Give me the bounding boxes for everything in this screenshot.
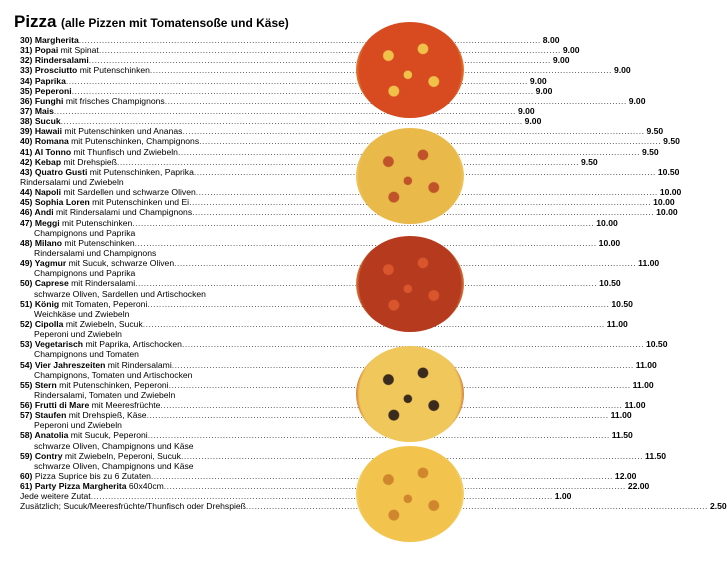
menu-item-ingredients: Champignons und Paprika <box>34 227 136 238</box>
pizza-menu-list <box>20 35 727 512</box>
menu-item-price: 9.50 <box>580 156 598 167</box>
menu-item-price: 9.50 <box>663 136 680 147</box>
menu-item-title: Contry <box>34 450 63 461</box>
menu-item <box>20 207 678 218</box>
menu-item-price: 11.00 <box>624 400 646 411</box>
menu-item-name <box>20 299 147 309</box>
menu-item-title: Stern <box>34 379 57 390</box>
leader-dots <box>99 45 561 55</box>
menu-item <box>20 430 633 441</box>
menu-item-number: 42) <box>20 156 35 167</box>
menu-item <box>20 35 560 45</box>
menu-item-title: Meggi <box>34 217 60 228</box>
menu-item <box>20 197 675 208</box>
menu-item-number: 35) <box>20 85 35 96</box>
menu-item-continuation <box>20 268 344 278</box>
menu-item-number: 54) <box>20 359 35 370</box>
leader-dots <box>246 501 708 511</box>
menu-item-price: 10.00 <box>653 197 675 208</box>
menu-item-number: 36) <box>20 95 35 106</box>
salami-pizza-photo <box>356 236 464 332</box>
menu-item-description: mit Rindersalami <box>68 278 136 289</box>
menu-item-price: 9.00 <box>628 95 646 106</box>
menu-item-price: 9.00 <box>613 65 631 76</box>
menu-item <box>20 146 659 157</box>
menu-item-title: Sucuk <box>34 116 61 127</box>
menu-item-name <box>20 451 181 461</box>
menu-item-name <box>20 319 143 329</box>
menu-item <box>20 166 680 177</box>
menu-item-title: Hawaii <box>34 126 63 137</box>
menu-item-description: mit Putenschinken und Ei <box>89 197 190 208</box>
menu-item-name <box>20 339 182 349</box>
menu-item-name <box>20 35 79 45</box>
menu-item-ingredients: Champignons und Tomaten <box>34 349 139 360</box>
menu-item-description: mit Putenschinken und Ananas <box>62 126 183 137</box>
menu-item-price: 9.00 <box>529 75 547 86</box>
menu-item-title: Vegetarisch <box>34 339 84 350</box>
menu-item-description: mit Thunfisch und Zwiebeln <box>71 146 178 157</box>
menu-item-name <box>20 471 151 481</box>
menu-item <box>20 217 618 228</box>
menu-item-title: Quatro Gusti <box>34 166 88 177</box>
menu-item-continuation <box>20 177 344 187</box>
menu-extra-price: 1.00 <box>554 491 572 502</box>
menu-item-description: mit Paprika, Artischocken <box>83 339 182 350</box>
menu-item-name <box>20 167 194 177</box>
margherita-pizza-photo <box>356 22 464 118</box>
menu-item <box>20 65 631 76</box>
menu-item-name <box>20 55 89 65</box>
menu-item-ingredients: schwarze Oliven, Sardellen und Artischocken <box>34 288 206 299</box>
menu-item-continuation <box>20 420 344 430</box>
menu-item-number: 52) <box>20 318 35 329</box>
leader-dots <box>89 55 551 65</box>
title-subtitle: (alle Pizzen mit Tomatensoße und Käse) <box>60 16 289 30</box>
menu-item-title: Rindersalami <box>34 55 89 66</box>
menu-item-name <box>20 45 99 55</box>
menu-item-name <box>20 430 148 440</box>
menu-item <box>20 55 570 66</box>
menu-item <box>20 95 646 106</box>
menu-item-description: mit Putenschinken, Peperoni <box>56 379 169 390</box>
menu-item-number: 58) <box>20 430 35 441</box>
menu-item-price: 11.00 <box>632 379 654 390</box>
menu-item <box>20 105 535 116</box>
menu-item <box>20 258 660 269</box>
menu-item <box>20 410 632 421</box>
menu-item-name <box>20 96 165 106</box>
menu-item-name <box>20 218 132 228</box>
menu-item-name <box>20 197 189 207</box>
menu-item-title: Milano <box>34 237 63 248</box>
menu-item-title: Napoli <box>34 187 62 198</box>
menu-item-number: 45) <box>20 197 35 208</box>
menu-item-number: 31) <box>20 45 35 56</box>
menu-item-number: 43) <box>20 166 35 177</box>
menu-item-title: Al Tonno <box>34 146 72 157</box>
menu-item-price: 8.00 <box>542 35 560 45</box>
menu-item-ingredients: Peperoni und Zwiebeln <box>34 329 122 340</box>
menu-item-number: 39) <box>20 126 35 137</box>
menu-item-number: 38) <box>20 116 35 127</box>
menu-item-number: 60) <box>20 471 35 482</box>
menu-item-continuation <box>20 370 344 380</box>
menu-item-price: 11.00 <box>638 258 660 269</box>
menu-item-continuation <box>20 309 344 319</box>
menu-extra-price: 2.50 <box>709 501 727 512</box>
menu-item <box>20 237 621 248</box>
menu-item <box>20 471 637 482</box>
menu-item-number: 49) <box>20 258 35 269</box>
menu-item-ingredients: Rindersalami und Zwiebeln <box>20 176 124 187</box>
menu-item-name <box>20 126 182 136</box>
menu-item-description: mit Drehspieß <box>61 156 117 167</box>
mixed-pizza-photo <box>356 128 464 224</box>
menu-item-number: 51) <box>20 298 35 309</box>
menu-item-name <box>20 278 135 288</box>
menu-item-title: Romana <box>34 136 69 147</box>
menu-item-title: Anatolia <box>34 430 69 441</box>
menu-item-price: 11.00 <box>635 359 657 370</box>
menu-item <box>20 75 547 86</box>
menu-item-description: mit Putenschinken <box>59 217 133 228</box>
menu-item <box>20 45 580 56</box>
menu-item-title: Mais <box>34 105 54 116</box>
menu-item-name <box>20 258 174 268</box>
menu-item-description: mit Spinat <box>58 45 99 56</box>
menu-item-number: 34) <box>20 75 35 86</box>
menu-item-number: 55) <box>20 379 35 390</box>
menu-item-price: 10.50 <box>645 339 668 350</box>
menu-item-description: mit Rindersalami <box>105 359 172 370</box>
menu-item-price: 10.00 <box>596 217 618 228</box>
menu-item <box>20 450 667 461</box>
menu-item-price: 10.00 <box>598 237 621 248</box>
menu-item-title: Kebap <box>34 156 62 167</box>
menu-item-description: mit Putenschinken, Paprika <box>87 166 194 177</box>
menu-item-description: mit frisches Champignons <box>63 95 165 106</box>
menu-item-number: 37) <box>20 105 35 116</box>
menu-item-price: 9.50 <box>646 126 664 137</box>
leader-dots <box>72 86 534 96</box>
menu-item-description: mit Zwiebeln, Peperoni, Sucuk <box>62 450 181 461</box>
menu-item-description: mit Putenschinken <box>77 65 150 76</box>
menu-item-price: 11.50 <box>645 450 667 461</box>
menu-item-description: mit Sardellen und schwarze Oliven <box>61 187 196 198</box>
leader-dots <box>91 491 553 501</box>
menu-item-name <box>20 76 66 86</box>
menu-item-price: 11.00 <box>606 318 628 329</box>
menu-item-title: Prosciutto <box>34 65 78 76</box>
menu-item-name <box>20 187 196 197</box>
menu-item-ingredients: Champignons, Tomaten und Artischocken <box>34 369 193 380</box>
menu-item-name <box>20 86 72 96</box>
menu-item-price: 10.50 <box>611 298 633 309</box>
menu-item-name <box>20 65 150 75</box>
menu-item-continuation <box>20 461 344 471</box>
menu-item-title: Vier Jahreszeiten <box>34 359 106 370</box>
menu-item-price: 9.00 <box>552 55 570 66</box>
menu-item-title: Cipolla <box>34 318 64 329</box>
menu-item-title: König <box>34 298 60 309</box>
olive-pizza-photo <box>356 346 464 442</box>
menu-item-ingredients: Rindersalami und Champignons <box>34 247 157 258</box>
menu-item-description: mit Meeresfrüchte <box>89 400 161 411</box>
menu-item-number: 46) <box>20 207 35 218</box>
menu-item-name <box>20 116 61 126</box>
menu-item-number: 50) <box>20 278 35 289</box>
menu-item-number: 48) <box>20 237 35 248</box>
menu-item-price: 10.50 <box>599 278 621 289</box>
menu-item-description: mit Putenschinken <box>62 237 135 248</box>
menu-item-name <box>20 481 164 491</box>
menu-item <box>20 156 598 167</box>
menu-item <box>20 400 646 411</box>
menu-item <box>20 136 680 147</box>
menu-item <box>20 339 668 350</box>
menu-item-continuation <box>20 228 344 238</box>
menu-item-description: mit Sucuk, Peperoni <box>68 430 148 441</box>
leader-dots <box>135 238 597 248</box>
menu-item-name <box>20 136 199 146</box>
menu-item <box>20 481 650 492</box>
menu-item-price: 9.00 <box>562 45 580 56</box>
leader-dots <box>54 106 516 116</box>
menu-item-description: mit Rindersalami und Champignons <box>53 207 193 218</box>
menu-item-price: 9.50 <box>641 146 659 157</box>
leader-dots <box>61 116 523 126</box>
menu-item <box>20 278 621 289</box>
menu-item-title: Frutti di Mare <box>34 400 90 411</box>
menu-item-title: Popai <box>34 45 59 56</box>
menu-item-ingredients: schwarze Oliven, Champignons und Käse <box>34 460 194 471</box>
menu-item-title: Yagmur <box>34 258 67 269</box>
menu-item-price: 10.50 <box>657 166 680 177</box>
menu-item-price: 9.00 <box>524 116 542 127</box>
menu-item-title: Paprika <box>34 75 66 86</box>
menu-item-title: Party Pizza Margherita <box>34 481 127 492</box>
menu-item-name <box>20 147 178 157</box>
menu-item-description: mit Tomaten, Peperoni <box>59 298 148 309</box>
menu-item-number: 53) <box>20 339 35 350</box>
menu-extra-text: Zusätzlich; Sucuk/Meeresfrüchte/Thunfisch oder Drehspieß <box>20 501 246 512</box>
menu-item-name <box>20 106 54 116</box>
menu-item-number: 59) <box>20 450 35 461</box>
menu-item-price: 22.00 <box>627 481 650 492</box>
menu-item-title: Andi <box>34 207 54 218</box>
menu-item-continuation <box>20 329 344 339</box>
menu-item-name <box>20 157 117 167</box>
menu-item-name <box>20 410 147 420</box>
menu-item-price: 11.50 <box>611 430 633 441</box>
menu-item-name <box>20 238 135 248</box>
menu-item <box>20 126 664 137</box>
menu-item-title: Margherita <box>34 35 79 45</box>
menu-item-price: 9.00 <box>535 85 553 96</box>
cheese-pizza-photo <box>356 446 464 542</box>
menu-item-continuation <box>20 390 344 400</box>
menu-item <box>20 379 654 390</box>
menu-item-price: 9.00 <box>517 105 535 116</box>
menu-item-description: Pizza Suprice bis zu 6 Zutaten <box>34 471 151 482</box>
menu-item-number: 40) <box>20 136 35 147</box>
leader-dots <box>79 35 541 45</box>
menu-item-continuation <box>20 289 344 299</box>
menu-item-title: Peperoni <box>34 85 72 96</box>
leader-dots <box>143 319 605 329</box>
menu-item-description: mit Zwiebeln, Sucuk <box>63 318 143 329</box>
menu-item <box>20 318 628 329</box>
menu-item <box>20 298 633 309</box>
menu-item-price: 11.00 <box>610 410 632 421</box>
menu-item-continuation <box>20 441 344 451</box>
menu-item-number: 47) <box>20 217 35 228</box>
menu-item-price: 10.00 <box>656 207 678 218</box>
menu-item-price: 12.00 <box>614 471 637 482</box>
menu-item-ingredients: Weichkäse und Zwiebeln <box>34 308 130 319</box>
menu-item-name <box>20 400 160 410</box>
menu-item-description: mit Putenschinken, Champignons <box>68 136 200 147</box>
leader-dots <box>132 218 594 228</box>
menu-item-title: Sophia Loren <box>34 197 90 208</box>
menu-item-ingredients: Rindersalami, Tomaten und Zwiebeln <box>34 389 176 400</box>
menu-item <box>20 85 553 96</box>
menu-extra-line <box>20 501 727 512</box>
menu-item-continuation <box>20 349 344 359</box>
menu-item-description: mit Drehspieß, Käse <box>66 410 147 421</box>
menu-extra-line <box>20 491 572 502</box>
menu-item-number: 41) <box>20 146 35 157</box>
menu-item-number: 30) <box>20 35 35 45</box>
leader-dots <box>117 157 579 167</box>
menu-item-name <box>20 207 192 217</box>
menu-extra-text: Jede weitere Zutat <box>20 491 91 502</box>
menu-item-title: Staufen <box>34 410 67 421</box>
menu-item-number: 44) <box>20 187 35 198</box>
menu-item-title: Caprese <box>34 278 69 289</box>
menu-item-description: mit Sucuk, schwarze Oliven <box>66 258 175 269</box>
menu-item-continuation <box>20 248 344 258</box>
menu-item-ingredients: Peperoni und Zwiebeln <box>34 420 122 431</box>
menu-item-name <box>20 380 169 390</box>
menu-item-price: 10.00 <box>659 187 682 198</box>
menu-item-description: 60x40cm <box>126 481 164 492</box>
menu-item-name <box>20 360 172 370</box>
menu-item-number: 61) <box>20 481 35 492</box>
menu-item <box>20 187 682 198</box>
menu-item-number: 32) <box>20 55 35 66</box>
menu-item <box>20 359 657 370</box>
menu-item-ingredients: Champignons und Paprika <box>34 268 136 279</box>
menu-item-ingredients: schwarze Oliven, Champignons und Käse <box>34 440 194 451</box>
title-main: Pizza <box>14 12 57 31</box>
page-title <box>14 12 289 32</box>
menu-item-title: Funghi <box>34 95 64 106</box>
menu-item-number: 56) <box>20 400 35 411</box>
menu-item <box>20 116 542 127</box>
menu-item-number: 57) <box>20 410 35 421</box>
menu-item-number: 33) <box>20 65 35 76</box>
